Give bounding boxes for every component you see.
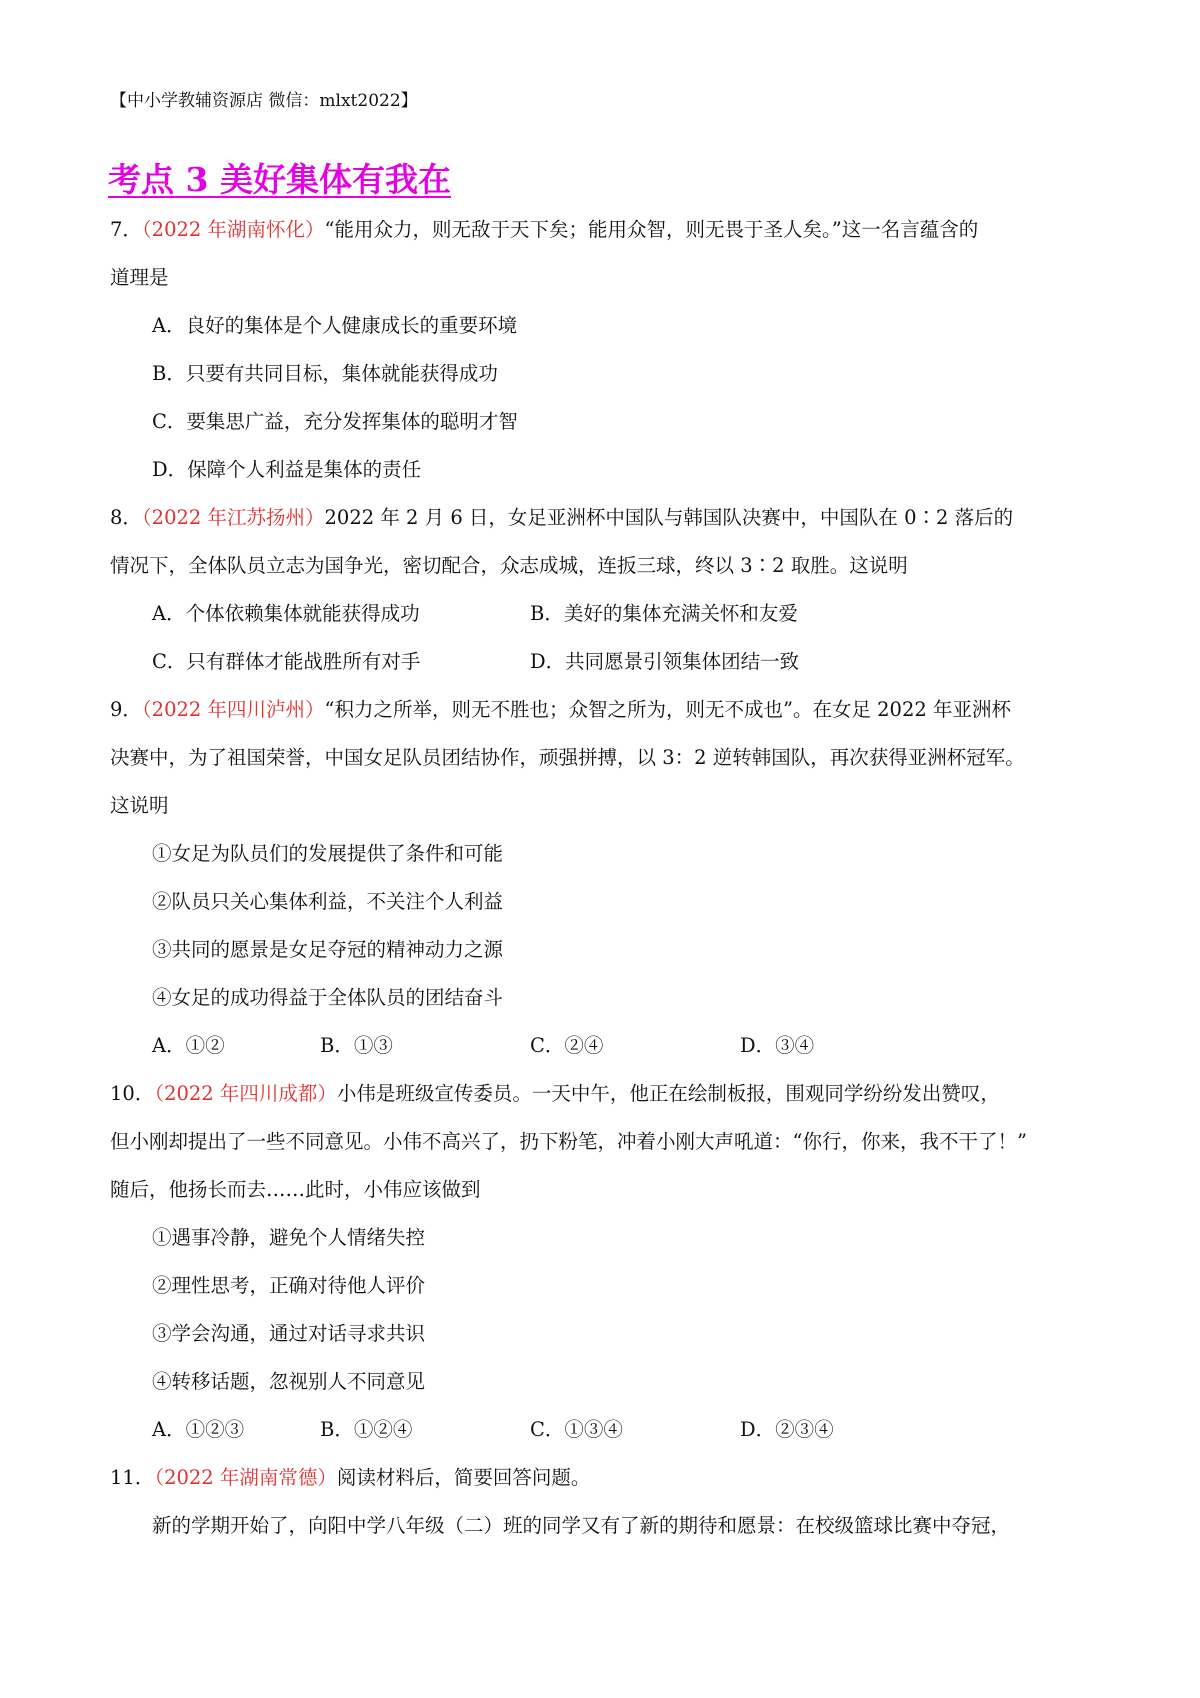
q11-material-line-1: 新的学期开始了，向阳中学八年级（二）班的同学又有了新的期待和愿景：在校级篮球比赛中夺冠， bbox=[152, 1514, 1011, 1537]
q9-stem-text: “积力之所举，则无不胜也；众智之所为，则无不成也”。在女足 2022 年亚洲杯 bbox=[324, 698, 1011, 721]
q7-option-c: C．要集思广益，充分发挥集体的聪明才智 bbox=[152, 410, 518, 433]
q9-stem-line-3: 这说明 bbox=[110, 794, 169, 817]
q10-item-4: ④转移话题，忽视别人不同意见 bbox=[152, 1370, 426, 1393]
q9-stem-line-2: 决赛中，为了祖国荣誉，中国女足队员团结协作，顽强拼搏，以 3：2 逆转韩国队，再次获得亚洲杯冠军。 bbox=[110, 746, 1025, 769]
q7-number: 7． bbox=[110, 218, 142, 241]
q10-stem-text: 小伟是班级宣传委员。一天中午，他正在绘制板报，围观同学纷纷发出赞叹， bbox=[336, 1082, 1000, 1105]
q8-option-b: B．美好的集体充满关怀和友爱 bbox=[530, 602, 798, 625]
q7-stem-line-1 bbox=[110, 216, 978, 244]
q8-stem-line-2: 情况下，全体队员立志为国争光，密切配合，众志成城，连扳三球，终以 3∶2 取胜。这说明 bbox=[110, 554, 908, 577]
q9-stem-line-1 bbox=[110, 696, 1011, 724]
q10-option-b: B．①②④ bbox=[320, 1418, 413, 1441]
q9-item-1: ①女足为队员们的发展提供了条件和可能 bbox=[152, 842, 504, 865]
q9-source: （2022 年四川泸州） bbox=[141, 698, 325, 721]
page-header: 【中小学教辅资源店 微信：mlxt2022】 bbox=[110, 91, 418, 111]
q7-stem-text: “能用众力，则无敌于天下矣；能用众智，则无畏于圣人矣。”这一名言蕴含的 bbox=[324, 218, 979, 241]
q7-option-d: D．保障个人利益是集体的责任 bbox=[152, 458, 422, 481]
q9-option-b: B．①③ bbox=[320, 1034, 393, 1057]
q7-stem-line-2: 道理是 bbox=[110, 266, 169, 289]
q10-option-c: C．①③④ bbox=[530, 1418, 623, 1441]
q10-option-d: D．②③④ bbox=[740, 1418, 834, 1441]
q8-stem-line-1 bbox=[110, 504, 1013, 532]
q9-option-d: D．③④ bbox=[740, 1034, 815, 1057]
q10-stem-line-3: 随后，他扬长而去……此时，小伟应该做到 bbox=[110, 1178, 481, 1201]
q9-option-a: A．①② bbox=[152, 1034, 225, 1057]
q7-option-b: B．只要有共同目标，集体就能获得成功 bbox=[152, 362, 498, 385]
q11-stem-text: 阅读材料后，简要回答问题。 bbox=[336, 1466, 591, 1489]
q10-source: （2022 年四川成都） bbox=[154, 1082, 337, 1105]
section-title: 考点 3 美好集体有我在 bbox=[108, 160, 451, 199]
q9-item-2: ②队员只关心集体利益，不关注个人利益 bbox=[152, 890, 504, 913]
q8-stem-text: 2022 年 2 月 6 日，女足亚洲杯中国队与韩国队决赛中，中国队在 0∶2 落后的 bbox=[324, 506, 1014, 529]
q11-source: （2022 年湖南常德） bbox=[154, 1466, 337, 1489]
q8-number: 8． bbox=[110, 506, 142, 529]
q10-item-2: ②理性思考，正确对待他人评价 bbox=[152, 1274, 426, 1297]
q10-number: 10． bbox=[110, 1082, 155, 1105]
q10-item-1: ①遇事冷静，避免个人情绪失控 bbox=[152, 1226, 426, 1249]
q8-option-d: D．共同愿景引领集体团结一致 bbox=[530, 650, 800, 673]
q8-source: （2022 年江苏扬州） bbox=[141, 506, 325, 529]
q10-option-a: A．①②③ bbox=[152, 1418, 245, 1441]
q8-option-c: C．只有群体才能战胜所有对手 bbox=[152, 650, 421, 673]
q10-item-3: ③学会沟通，通过对话寻求共识 bbox=[152, 1322, 426, 1345]
q10-stem-line-1 bbox=[110, 1080, 1000, 1108]
q7-source: （2022 年湖南怀化） bbox=[141, 218, 325, 241]
q8-option-a: A．个体依赖集体就能获得成功 bbox=[152, 602, 420, 625]
q9-item-4: ④女足的成功得益于全体队员的团结奋斗 bbox=[152, 986, 504, 1009]
q11-number: 11． bbox=[110, 1466, 155, 1489]
q7-option-a: A．良好的集体是个人健康成长的重要环境 bbox=[152, 314, 518, 337]
q11-stem-line-1 bbox=[110, 1464, 590, 1492]
q10-stem-line-2: 但小刚却提出了一些不同意见。小伟不高兴了，扔下粉笔，冲着小刚大声吼道：“你行，你来，我不干了！” bbox=[110, 1130, 1027, 1153]
q9-number: 9． bbox=[110, 698, 142, 721]
q9-item-3: ③共同的愿景是女足夺冠的精神动力之源 bbox=[152, 938, 504, 961]
q9-option-c: C．②④ bbox=[530, 1034, 604, 1057]
